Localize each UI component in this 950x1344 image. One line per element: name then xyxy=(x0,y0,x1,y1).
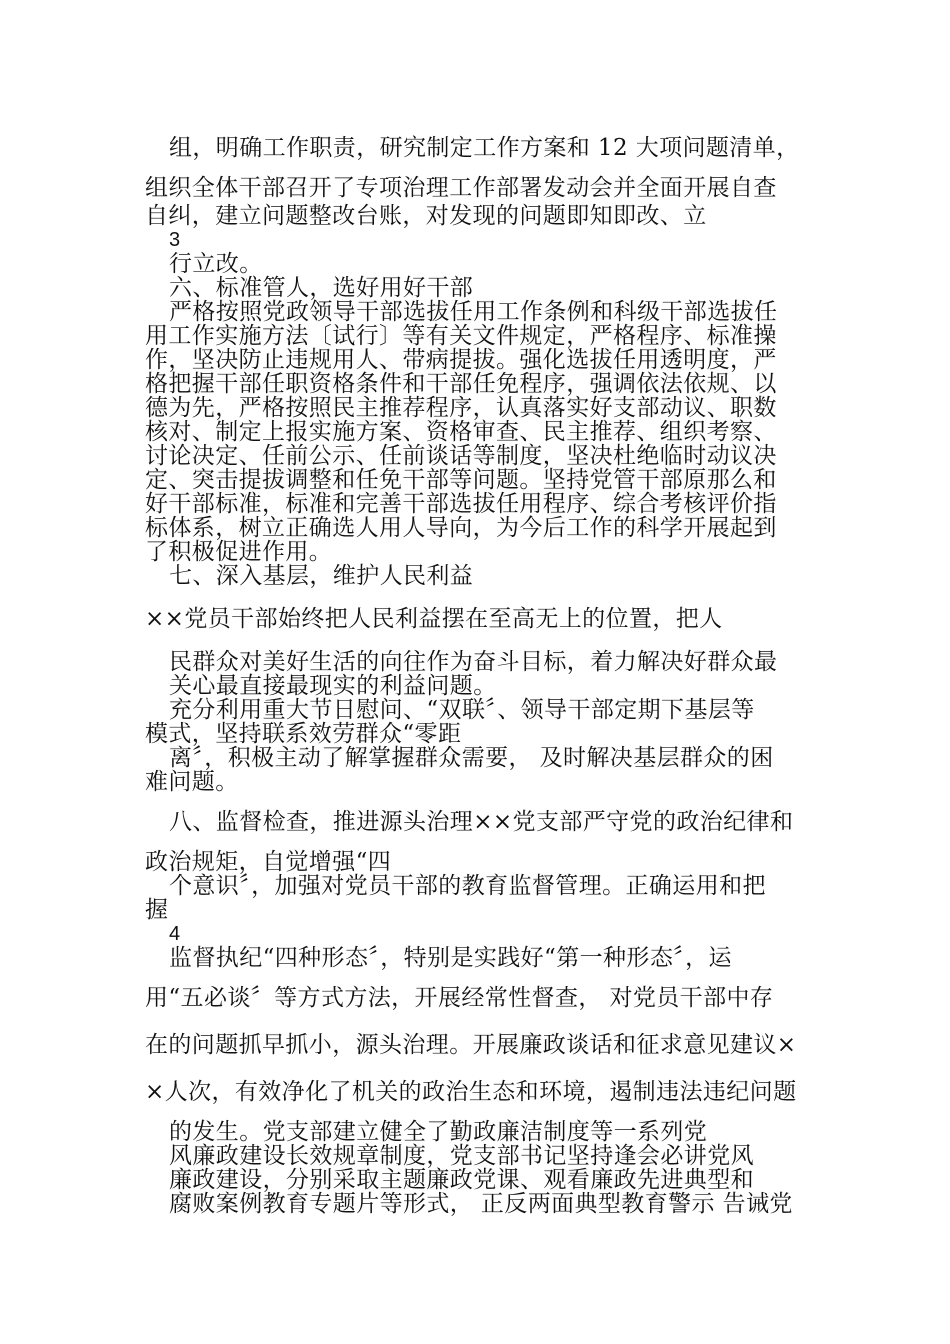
text-line: 离〞，积极主动了解掌握群众需要， 及时解决基层群众的困 xyxy=(169,745,774,771)
text-line: 好干部标准，标准和完善干部选拔任用程序、综合考核评价指 xyxy=(145,491,777,517)
text-line: 组，明确工作职责，研究制定工作方案和 12 大项问题清单， xyxy=(169,135,800,161)
text-line: 作，坚决防止违规用人、带病提拔。强化选拔任用透明度，严 xyxy=(145,347,777,373)
text-line: 定、突击提拔调整和任免干部等问题。坚持党管干部原那么和 xyxy=(145,467,777,493)
text-line: 严格按照党政领导干部选拔任用工作条例和科级干部选拔任 xyxy=(169,299,778,325)
text-line: 行立改。 xyxy=(169,251,263,277)
text-line: 模式，坚持联系效劳群众“零距 xyxy=(145,721,462,747)
text-line: 的发生。党支部建立健全了勤政廉洁制度等一系列党 xyxy=(169,1119,708,1145)
text-line: 个意识〞，加强对党员干部的教育监督管理。正确运用和把 xyxy=(169,873,766,899)
section-heading: 六、标准管人，选好用好干部 xyxy=(169,275,474,301)
text-line: 自纠，建立问题整改台账，对发现的问题即知即改、立 xyxy=(145,203,707,229)
text-line: 标体系，树立正确选人用人导向，为今后工作的科学开展起到 xyxy=(145,515,777,541)
text-line: 民群众对美好生活的向往作为奋斗目标，着力解决好群众最 xyxy=(169,649,778,675)
text-line: 难问题。 xyxy=(145,769,239,795)
text-line: 用“五必谈〞等方式方法，开展经常性督查， 对党员干部中存 xyxy=(145,985,774,1011)
text-line: 核对、制定上报实施方案、资格审查、民主推荐、组织考察、 xyxy=(145,419,777,445)
page-number: 4 xyxy=(169,923,181,945)
text-line: 充分利用重大节日慰问、“双联〞、领导干部定期下基层等 xyxy=(169,697,755,723)
text-line: ×人次，有效净化了机关的政治生态和环境，遏制违法违纪问题 xyxy=(145,1079,797,1105)
text-line: 廉政建设，分别采取主题廉政党课、观看廉政先进典型和 xyxy=(169,1167,754,1193)
text-line: 风廉政建设长效规章制度，党支部书记坚持逢会必讲党风 xyxy=(169,1143,754,1169)
text-line: 腐败案例教育专题片等形式， 正反两面典型教育警示 告诫党 xyxy=(169,1191,793,1217)
section-heading: 七、深入基层，维护人民利益 xyxy=(169,563,474,589)
text-line: 了积极促进作用。 xyxy=(145,539,333,565)
text-line: 用工作实施方法〔试行〕等有关文件规定，严格程序、标准操 xyxy=(145,323,777,349)
text-line: 握 xyxy=(145,897,169,923)
text-line: 在的问题抓早抓小，源头治理。开展廉政谈话和征求意见建议× xyxy=(145,1032,797,1058)
section-heading: 八、监督检查，推进源头治理××党支部严守党的政治纪律和 xyxy=(169,809,794,835)
page-number: 3 xyxy=(169,229,181,251)
text-line: 讨论决定、任前公示、任前谈话等制度，坚决杜绝临时动议决 xyxy=(145,443,777,469)
text-line: 组织全体干部召开了专项治理工作部署发动会并全面开展自查 xyxy=(145,175,777,201)
text-line: 关心最直接最现实的利益问题。 xyxy=(169,673,497,699)
text-line: 格把握干部任职资格条件和干部任免程序，强调依法依规、以 xyxy=(145,371,777,397)
text-line: 政治规矩，自觉增强“四 xyxy=(145,849,392,875)
text-line: ××党员干部始终把人民利益摆在至高无上的位置，把人 xyxy=(145,606,723,632)
text-line: 监督执纪“四种形态〞，特别是实践好“第一种形态〞，运 xyxy=(169,945,732,971)
text-line: 德为先，严格按照民主推荐程序，认真落实好支部动议、职数 xyxy=(145,395,777,421)
